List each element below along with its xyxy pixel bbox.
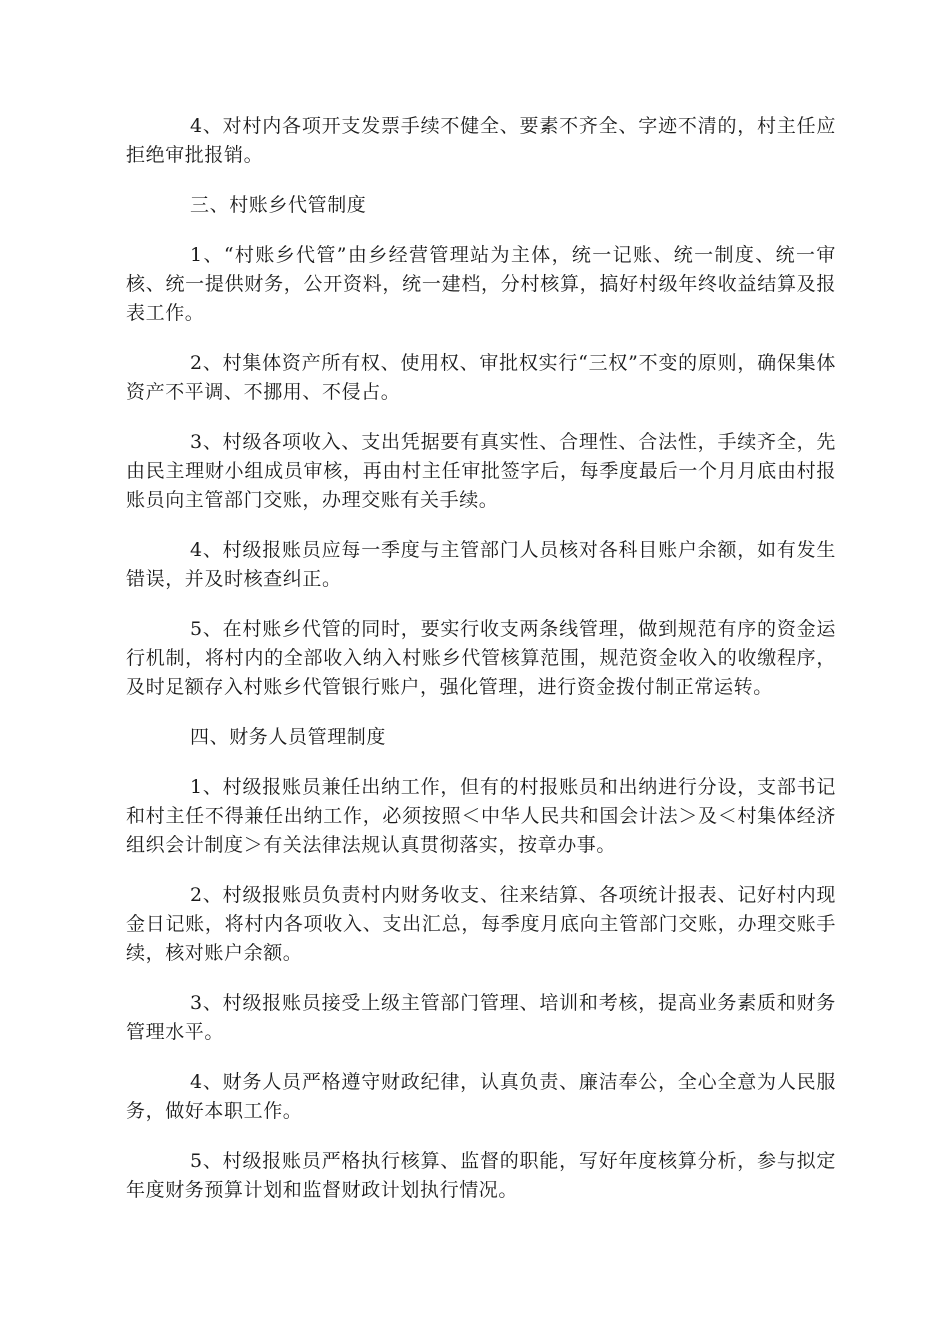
- document-body: [126, 112, 836, 1226]
- paragraph-bookkeeper-duties: 2、村级报账员负责村内财务收支、往来结算、各项统计报表、记好村内现金日记账，将村内各项收入、支出汇总，每季度月底向主管部门交账，办理交账手续，核对账户余额。: [126, 884, 836, 964]
- paragraph-discipline: 4、财务人员严格遵守财政纪律，认真负责、廉洁奉公，全心全意为人民服务，做好本职工作。: [126, 1071, 836, 1122]
- paragraph-vouchers: 3、村级各项收入、支出凭据要有真实性、合理性、合法性，手续齐全，先由民主理财小组成员审核，再由村主任审批签字后，每季度最后一个月月底由村报账员向主管部门交账，办理交账有关手续。: [126, 431, 836, 511]
- section-heading-village-account: 三、村账乡代管制度: [190, 194, 367, 216]
- paragraph-two-lines-management: 5、在村账乡代管的同时，要实行收支两条线管理，做到规范有序的资金运行机制，将村内的全部收入纳入村账乡代管核算范围，规范资金收入的收缴程序，及时足额存入村账乡代管银行账户，强化管理，进行资金拨付制正常运转。: [126, 618, 836, 698]
- paragraph-township-management: 1、“村账乡代管”由乡经营管理站为主体，统一记账、统一制度、统一审核、统一提供财务，公开资料，统一建档，分村核算，搞好村级年终收益结算及报表工作。: [126, 244, 836, 324]
- paragraph-training: 3、村级报账员接受上级主管部门管理、培训和考核，提高业务素质和财务管理水平。: [126, 992, 836, 1043]
- paragraph-three-rights: 2、村集体资产所有权、使用权、审批权实行“三权”不变的原则，确保集体资产不平调、不挪用、不侵占。: [126, 352, 836, 403]
- paragraph-invoice-approval: 4、对村内各项开支发票手续不健全、要素不齐全、字迹不清的，村主任应拒绝审批报销。: [126, 115, 836, 166]
- paragraph-supervision: 5、村级报账员严格执行核算、监督的职能，写好年度核算分析，参与拟定年度财务预算计划和监督财政计划执行情况。: [126, 1150, 836, 1201]
- section-heading-finance-staff: 四、财务人员管理制度: [190, 726, 387, 748]
- paragraph-quarterly-check: 4、村级报账员应每一季度与主管部门人员核对各科目账户余额，如有发生错误，并及时核查纠正。: [126, 539, 836, 590]
- paragraph-cashier-role: 1、村级报账员兼任出纳工作，但有的村报账员和出纳进行分设，支部书记和村主任不得兼任出纳工作，必须按照＜中华人民共和国会计法＞及＜村集体经济组织会计制度＞有关法律法规认真贯彻落实，按章办事。: [126, 776, 836, 856]
